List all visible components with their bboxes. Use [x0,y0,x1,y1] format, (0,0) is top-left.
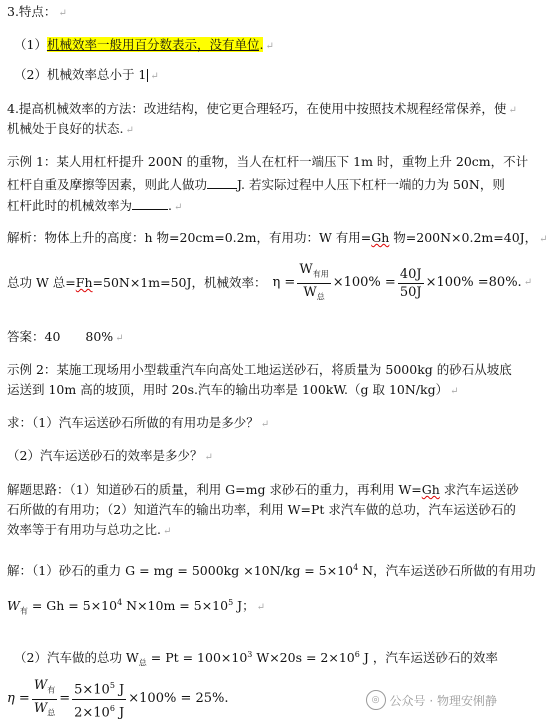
example1-line1: 示例 1：某人用杠杆提升 200N 的重物，当人在杠杆一端压下 1m 时，重物上升 20cm，不计 [7,154,529,169]
return-mark: ↵ [58,8,67,19]
question-2: （2）汽车运送砂石的效率是多少？ ↵ [7,448,213,463]
improve-method-line2: 机械处于良好的状态. ↵ [7,121,134,136]
highlighted-text: 机械效率一般用百分数表示，没有单位 [46,37,260,52]
example2-line2: 运送到 10m 高的坡顶，用时 20s.汽车的输出功率是 100kW.（g 取 10N/kg） ↵ [7,382,459,397]
analysis-line1: 解析：物体上升的高度：h 物=20cm=0.2m，有用功：W 有用=Gh 物=200N×0.2m=40J， ↵ [7,230,548,245]
solution-line1: 解：（1）砂石的重力 G = mg = $5000kg \times 10N/kg = 5\times 10^4$ N，汽车运送砂石所做的有用功 [7,563,536,579]
example2-line1: 示例 2：某施工现场用小型载重汽车向高处工地运送砂石，将质量为 5000kg 的砂石从坡底 [7,362,512,377]
efficiency-formula-1: η = $\frac{W_{有用}}{W_总}$ ×100% = $\frac{40J}{50J}$ ×100% =80%. ↵ [272,262,533,302]
text-cursor [147,69,148,82]
approach-line3: 效率等于有用功与总功之比. ↵ [7,522,172,537]
watermark: ◎ 公众号 · 物理安俐静 [366,690,497,710]
analysis-line2: 总功 W 总= Fh =50N×1m=50J，机械效率： η = $\frac{W_{有用}}{W_总}$ ×100% = $\frac{40J}{50J}$ ×100% =80%. ↵ [7,262,532,304]
feature-2: （2）机械效率总小于 1 ↵ [14,67,159,82]
answer-line: 答案：40 80% ↵ [7,329,124,344]
answer-blank-1[interactable] [207,176,237,189]
wechat-logo-icon: ◎ [366,690,386,710]
question-1: 求：（1）汽车运送砂石所做的有用功是多少？ ↵ [7,415,270,430]
approach-line2: 石所做的有用功；（2）知道汽车的输出功率，利用 W=Pt 求汽车做的总功，汽车运送砂石的 [7,502,516,517]
example1-line2: 杠杆自重及摩擦等因素，则此人做功 J. 若实际过程中人压下杠杆一端的力为 50N，则 [7,177,505,192]
solution-line3: （2）汽车做的总功 $W_总 = Pt = 100\times 10^3$ $W\times 20s = 2\times 10^6$ J ，汽车运送砂石的效率 [14,650,498,668]
solution-line2: $W_有 = Gh = 5\times 10^4$ $N\times 10m = 5\times 10^5$ J； ↵ [7,598,266,616]
example1-line3: 杠杆此时的机械效率为 . ↵ [7,198,183,213]
feature-1: （1）机械效率一般用百分数表示，没有单位. ↵ [14,37,274,52]
answer-blank-2[interactable] [132,197,168,210]
heading-features: 3.特点： ↵ [7,4,67,19]
approach-line1: 解题思路：（1）知道砂石的质量，利用 G=mg 求砂石的重力，再利用 W=Gh 求汽车运送砂 [7,482,519,497]
improve-method-line1: 4.提高机械效率的方法：改进结构，使它更合理轻巧，在使用中按照技术规程经常保养，使 ↵ [7,101,517,116]
efficiency-formula-2: η = $\frac{W_有}{W_总}$ = $\frac{5\times 10^5 J}{2\times 10^6 J}$ ×100% = 25%. [7,678,229,720]
